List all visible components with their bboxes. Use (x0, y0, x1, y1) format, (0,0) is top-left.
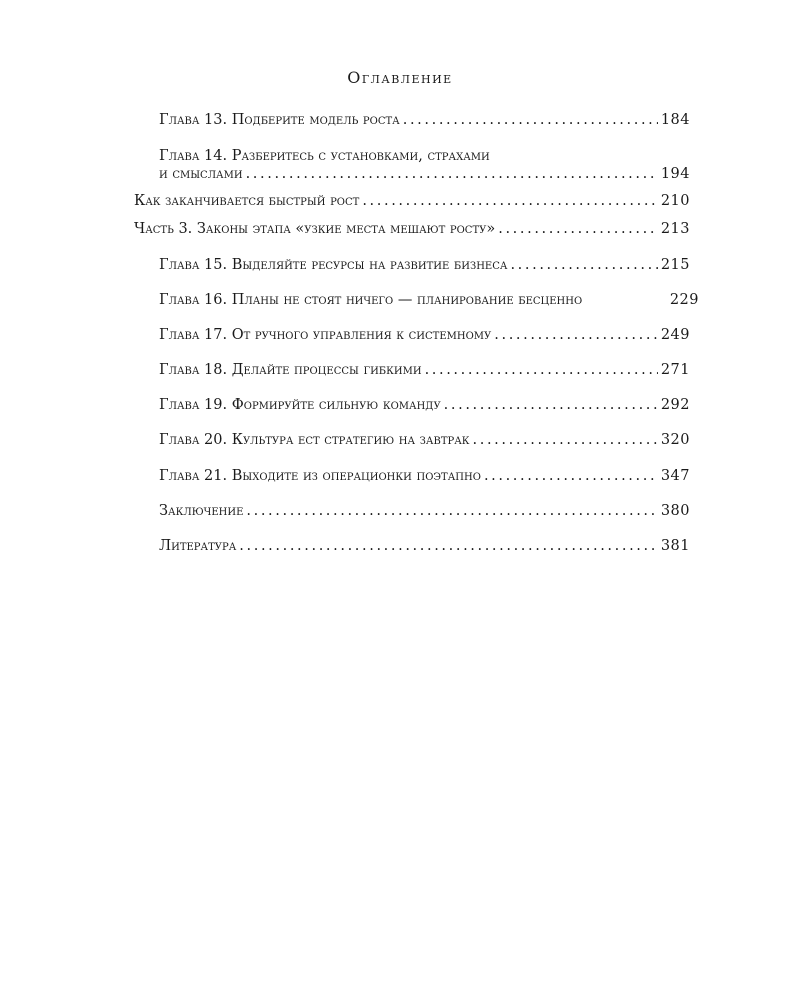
toc-entry-chapter-13[interactable] (159, 113, 690, 128)
dot-leader (403, 113, 658, 128)
toc-entry-chapter-16[interactable] (159, 293, 699, 308)
toc-entry-conclusion[interactable] (159, 504, 690, 519)
toc-entry-label: Глава 13. Подберите модель роста (159, 112, 400, 128)
toc-entry-fast-growth-end[interactable] (134, 194, 690, 209)
dot-leader (484, 469, 658, 484)
page-title: Оглавление (347, 68, 453, 87)
toc-entry-page-number: 194 (660, 166, 690, 182)
dot-leader (362, 194, 657, 209)
toc-entry-page-number: 184 (660, 112, 690, 128)
toc-entry-label: Глава 16. Планы не стоят ничего — планирование бесценно (159, 292, 583, 308)
toc-entry-chapter-19[interactable] (159, 398, 690, 413)
toc-entry-label: Часть 3. Законы этапа «узкие места мешают росту» (134, 221, 496, 237)
toc-entry-label: Глава 21. Выходите из операционки поэтапно (159, 468, 481, 484)
toc-entry-page-number: 213 (660, 221, 690, 237)
toc-entry-label: Литература (159, 538, 237, 554)
dot-leader (246, 167, 658, 182)
toc-entry-page-number: 229 (669, 292, 699, 308)
toc-entry-chapter-14-line1: Глава 14. Разберитесь с установками, страхами (159, 148, 490, 164)
toc-entry-label: и смыслами (159, 166, 243, 182)
toc-entry-page-number: 320 (660, 432, 690, 448)
toc-entry-page-number: 215 (660, 257, 690, 273)
toc-entry-page-number: 249 (660, 327, 690, 343)
dot-leader (444, 398, 658, 413)
dot-leader (425, 363, 658, 378)
dot-leader (473, 433, 658, 448)
toc-entry-label: Глава 15. Выделяйте ресурсы на развитие бизнеса (159, 257, 508, 273)
dot-leader (494, 328, 658, 343)
dot-leader (498, 222, 658, 237)
dot-leader (246, 504, 657, 519)
toc-entry-part-3[interactable] (134, 222, 690, 237)
toc-entry-literature[interactable] (159, 539, 690, 554)
toc-entry-chapter-21[interactable] (159, 469, 690, 484)
dot-leader (239, 539, 658, 554)
toc-entry-page-number: 380 (660, 503, 690, 519)
toc-entry-label: Глава 19. Формируйте сильную команду (159, 397, 441, 413)
dot-leader (510, 258, 657, 273)
toc-entry-page-number: 210 (660, 193, 690, 209)
toc-entry-label: Заключение (159, 503, 244, 519)
toc-entry-page-number: 381 (660, 538, 690, 554)
toc-entry-label: Глава 20. Культура ест стратегию на завтрак (159, 432, 470, 448)
toc-entry-chapter-17[interactable] (159, 328, 690, 343)
toc-entry-chapter-18[interactable] (159, 363, 690, 378)
toc-entry-chapter-15[interactable] (159, 258, 690, 273)
toc-entry-label: Глава 18. Делайте процессы гибкими (159, 362, 422, 378)
toc-entry-chapter-20[interactable] (159, 433, 690, 448)
toc-entry-page-number: 347 (660, 468, 690, 484)
toc-entry-label: Глава 17. От ручного управления к системному (159, 327, 492, 343)
toc-entry-page-number: 271 (660, 362, 690, 378)
toc-entry-page-number: 292 (660, 397, 690, 413)
toc-entry-label: Как заканчивается быстрый рост (134, 193, 360, 209)
toc-entry-chapter-14[interactable] (159, 167, 690, 182)
